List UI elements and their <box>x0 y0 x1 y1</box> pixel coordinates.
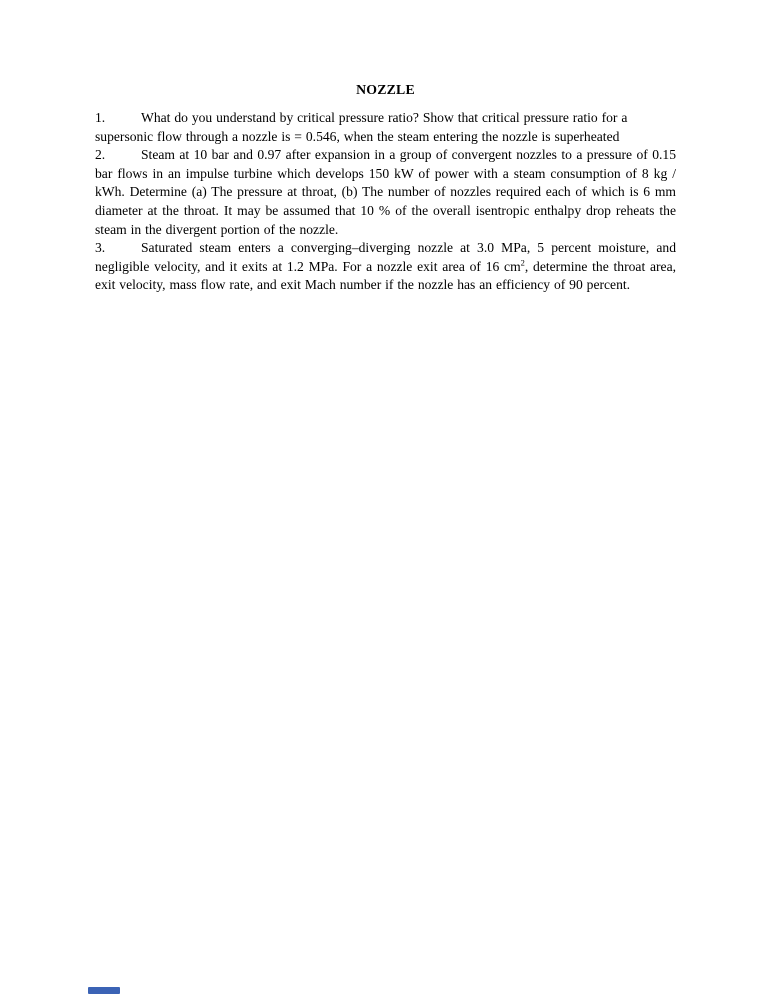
question-1-number: 1. <box>95 110 106 125</box>
question-2-number: 2. <box>95 147 106 163</box>
question-2-text: Steam at 10 bar and 0.97 after expansion in a group of convergent nozzles to a pressure of 0.15 bar flows in an impulse turbine which develops 150 kW of power with a steam consumption of 8 kg / kWh. Determine (a) The pressure at throat, (b) The number of nozzles required each of which is 6 mm diameter at the throat. It may be assumed that 10 % of the overall isentropic enthalpy drop reheats the steam in the divergent portion of the nozzle. <box>95 147 676 237</box>
question-1 <box>95 109 676 146</box>
question-3-text-after-sup: , determine the throat area, exit velocity, mass flow rate, and exit Mach number if the nozzle has an efficiency of 90 percent. <box>95 258 676 293</box>
question-3-superscript: 2 <box>520 257 525 268</box>
question-2 <box>95 146 676 239</box>
document-content <box>95 82 676 295</box>
question-3-text-before-sup: Saturated steam enters a converging–diverging nozzle at 3.0 MPa, 5 percent moisture, and negligible velocity, and it exits at 1.2 MPa. For a nozzle exit area of 16 cm <box>95 240 676 274</box>
question-3 <box>95 239 676 295</box>
question-1-text: What do you understand by critical pressure ratio? Show that critical pressure ratio for a supersonic flow through a nozzle is = 0.546, when the steam entering the nozzle is superheated <box>95 110 628 144</box>
question-3-number: 3. <box>95 240 106 256</box>
page-bottom-artifact <box>88 987 120 994</box>
page-title: NOZZLE <box>356 82 415 97</box>
